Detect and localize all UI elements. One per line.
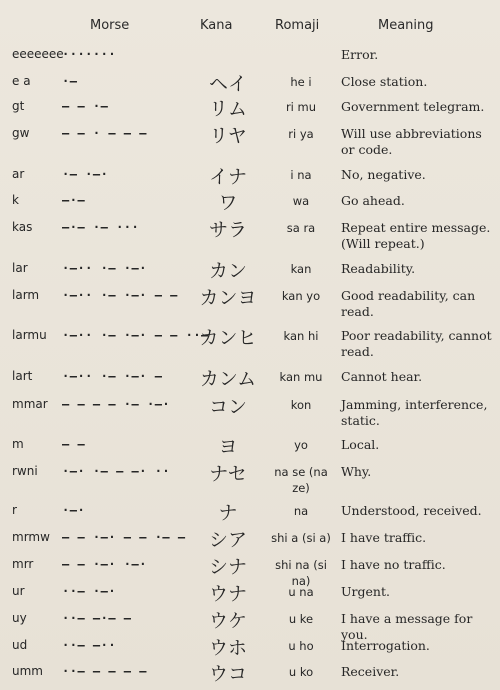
morse-cell: –·– <box>62 193 86 207</box>
code-cell: rwni <box>12 464 38 478</box>
code-cell: k <box>12 193 19 207</box>
morse-cell: ·–· <box>62 503 86 517</box>
morse-cell: – – – – ·– ·–· <box>62 397 171 411</box>
code-cell: ur <box>12 584 25 598</box>
morse-cell: ·–·· ·– ·–· – – ··– <box>62 328 209 342</box>
kana-cell: カンヨ <box>199 287 257 309</box>
romaji-cell: na se (na ze) <box>274 465 328 495</box>
meaning-cell: Repeat entire message. (Will repeat.) <box>341 220 491 251</box>
romaji-cell: kan mu <box>279 370 323 384</box>
code-cell: umm <box>12 664 43 678</box>
romaji-cell: u ho <box>288 639 314 653</box>
romaji-cell: u ko <box>288 665 314 679</box>
morse-cell: ······· <box>62 47 117 61</box>
romaji-cell: kan hi <box>283 329 319 343</box>
romaji-cell: shi na (si na) <box>275 558 327 588</box>
kana-cell: カンム <box>199 368 257 390</box>
morse-cell: ··– –·– – <box>62 611 132 625</box>
meaning-cell: Cannot hear. <box>341 369 423 384</box>
meaning-cell: Good readability, can read. <box>341 288 476 319</box>
romaji-cell: he i <box>290 75 312 89</box>
kana-cell: ナセ <box>209 463 247 485</box>
meaning-cell: Readability. <box>341 261 416 276</box>
meaning-cell: Close station. <box>341 74 428 89</box>
meaning-cell: Jamming, interference, static. <box>341 397 488 428</box>
header-meaning: Meaning <box>378 18 434 33</box>
kana-cell: ヘイ <box>208 73 247 95</box>
meaning-cell: I have traffic. <box>341 530 427 545</box>
code-cell: mmar <box>12 397 48 411</box>
kana-cell: サラ <box>208 219 247 241</box>
kana-cell: ウナ <box>208 583 247 605</box>
kana-cell: ウコ <box>208 663 247 685</box>
meaning-cell: I have a message for you. <box>341 611 473 642</box>
morse-cell: – – ·– <box>62 99 109 113</box>
romaji-cell: yo <box>294 438 308 452</box>
code-cell: lart <box>12 369 33 383</box>
code-cell: ar <box>12 167 25 181</box>
code-cell: eeeeeee <box>12 47 64 61</box>
kana-cell: ヨ <box>218 436 238 458</box>
code-cell: larmu <box>12 328 47 342</box>
morse-cell: – – ·–· – – ·– – <box>62 530 186 544</box>
romaji-cell: kan yo <box>281 289 321 303</box>
meaning-cell: I have no traffic. <box>341 557 446 572</box>
meaning-cell: Government telegram. <box>341 99 485 114</box>
kana-cell: ワ <box>218 192 238 214</box>
morse-cell: ··– ·–· <box>62 584 117 598</box>
kana-cell: シア <box>208 529 247 551</box>
romaji-cell: shi a (si a) <box>271 531 331 545</box>
romaji-cell: sa ra <box>286 221 316 235</box>
morse-cell: ··– – – – – <box>62 664 147 678</box>
code-cell: m <box>12 437 24 451</box>
code-cell: ud <box>12 638 28 652</box>
meaning-cell: Poor readability, cannot read. <box>341 328 492 359</box>
romaji-cell: na <box>293 504 309 518</box>
morse-cell: ·–·· ·– ·–· – <box>62 369 163 383</box>
morse-cell: ·– ·–· <box>62 167 109 181</box>
meaning-cell: Local. <box>341 437 380 452</box>
code-cell: e a <box>12 74 31 88</box>
code-cell: uy <box>12 611 27 625</box>
header-morse: Morse <box>90 18 130 33</box>
kana-cell: ナ <box>218 502 238 524</box>
kana-cell: イナ <box>208 166 247 188</box>
header-romaji: Romaji <box>275 18 320 33</box>
morse-cell: –·– ·– ··· <box>62 220 140 234</box>
romaji-cell: kan <box>290 262 312 276</box>
meaning-cell: Interrogation. <box>341 638 430 653</box>
meaning-cell: Why. <box>341 464 372 479</box>
meaning-cell: Receiver. <box>341 664 400 679</box>
code-cell: kas <box>12 220 33 234</box>
code-cell: mrmw <box>12 530 50 544</box>
romaji-cell: i na <box>290 168 312 182</box>
morse-cell: – – ·–· ·–· <box>62 557 147 571</box>
morse-cell: ·– <box>62 74 78 88</box>
code-cell: larm <box>12 288 40 302</box>
meaning-cell: No, negative. <box>341 167 426 182</box>
morse-cell: – – <box>62 437 86 451</box>
meaning-cell: Will use abbreviations or code. <box>341 126 482 157</box>
header-kana: Kana <box>200 18 233 33</box>
code-cell: gw <box>12 126 30 140</box>
code-cell: gt <box>12 99 25 113</box>
morse-cell: ··– –·· <box>62 638 117 652</box>
code-cell: lar <box>12 261 28 275</box>
meaning-cell: Go ahead. <box>341 193 405 208</box>
kana-cell: シナ <box>208 556 247 578</box>
kana-cell: カンヒ <box>199 327 257 349</box>
code-cell: mrr <box>12 557 34 571</box>
kana-cell: カン <box>208 260 247 282</box>
meaning-cell: Urgent. <box>341 584 390 599</box>
kana-cell: コン <box>208 396 247 418</box>
kana-cell: ウホ <box>208 637 247 659</box>
romaji-cell: wa <box>292 194 310 208</box>
romaji-cell: ri mu <box>285 100 317 114</box>
morse-cell: ·–· ·– – –· ·· <box>62 464 171 478</box>
kana-cell: ウケ <box>208 610 247 632</box>
romaji-cell: ri ya <box>288 127 314 141</box>
meaning-cell: Understood, received. <box>341 503 482 518</box>
kana-cell: リム <box>208 98 247 120</box>
morse-cell: – – · – – – <box>62 126 147 140</box>
meaning-cell: Error. <box>341 47 379 62</box>
kana-cell: リヤ <box>209 125 247 147</box>
romaji-cell: u ke <box>288 612 314 626</box>
morse-cell: ·–·· ·– ·–· <box>62 261 147 275</box>
romaji-cell: kon <box>290 398 312 412</box>
code-cell: r <box>12 503 17 517</box>
romaji-cell: u na <box>288 585 314 599</box>
morse-cell: ·–·· ·– ·–· – – <box>62 288 178 302</box>
